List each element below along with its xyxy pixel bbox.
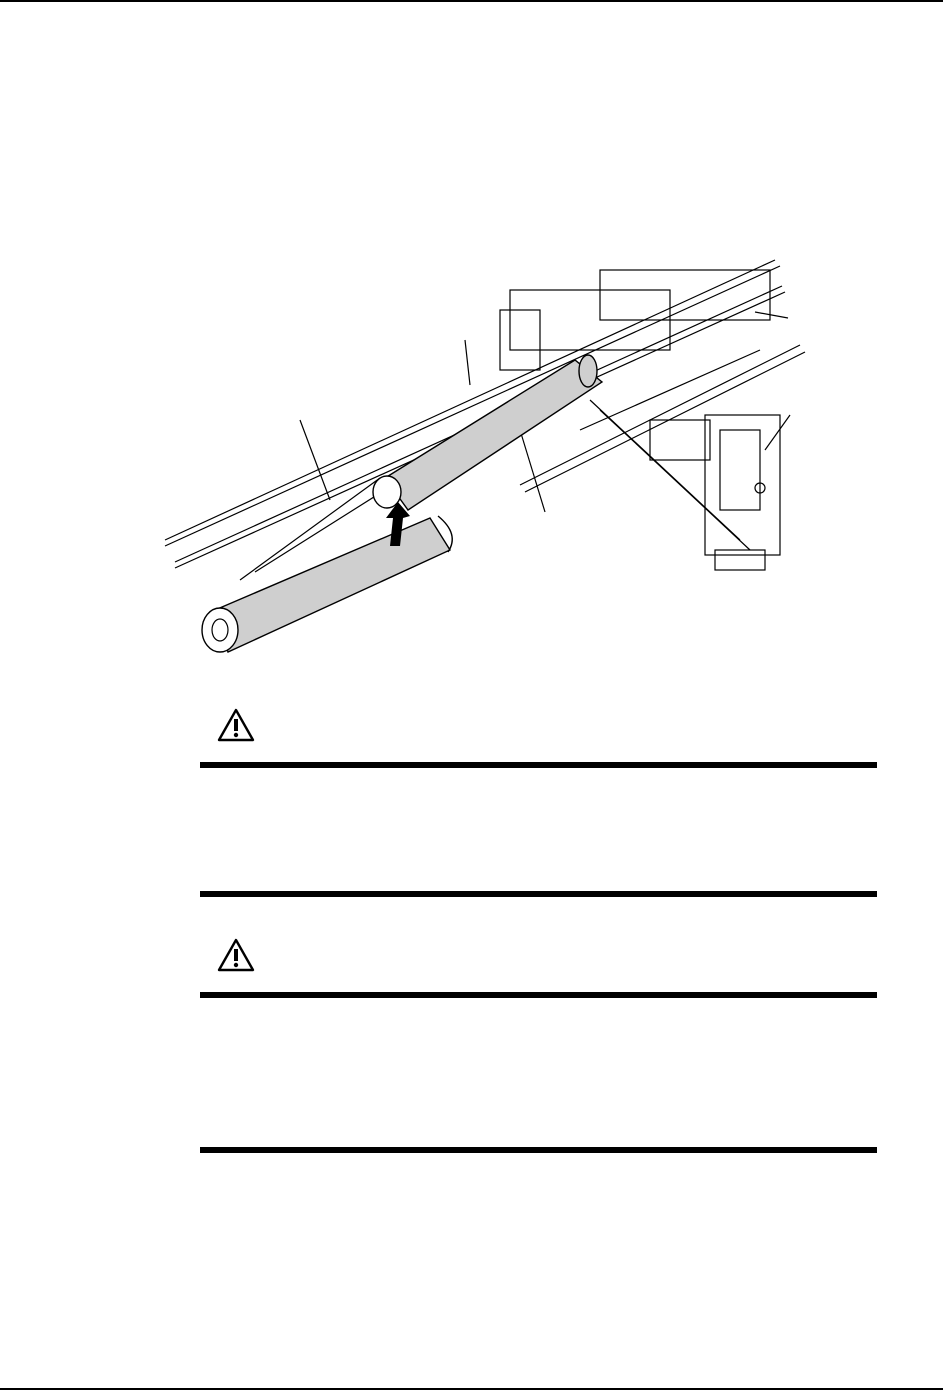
warning-rule-bottom	[200, 1147, 877, 1153]
technical-illustration	[160, 250, 840, 670]
warning-rule-top	[200, 992, 877, 998]
warning-rule-bottom	[200, 891, 877, 897]
warning-rule-top	[200, 762, 877, 768]
footer-rule	[0, 1388, 943, 1390]
warning-triangle-icon	[217, 708, 255, 742]
header-rule	[0, 0, 943, 2]
warning-triangle-icon	[217, 938, 255, 972]
